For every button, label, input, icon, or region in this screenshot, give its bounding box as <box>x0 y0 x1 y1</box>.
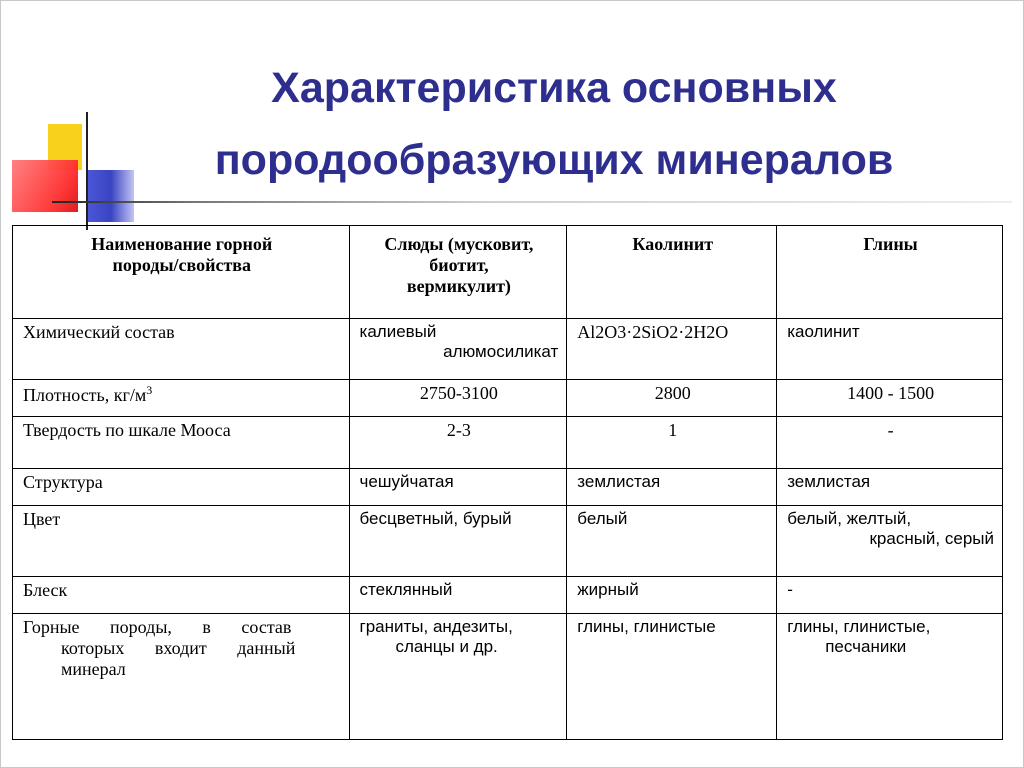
cell-rocks-mica-line-1: граниты, андезиты, <box>359 617 513 636</box>
slide-title-line-2: породообразующих минералов <box>214 136 894 184</box>
cell-color-clays-line-1: белый, желтый, <box>787 509 912 528</box>
header-mica-line-1: Слюды (мусковит, <box>384 234 534 254</box>
row-label-density-text: Плотность, кг/м <box>23 385 147 405</box>
cell-chem-mica-line-1: калиевый <box>359 322 437 341</box>
cell-color-clays-line-2: красный, серый <box>869 529 994 548</box>
cell-structure-clays: землистая <box>777 469 1003 506</box>
table-row <box>13 469 1003 506</box>
cell-rocks-clays-line-2: песчаники <box>825 637 907 656</box>
header-property-line-2: породы/свойства <box>112 255 252 275</box>
header-mica-line-2: биотит, <box>429 255 489 275</box>
decor-horizontal-line <box>52 201 1012 203</box>
cell-rocks-clays-line-1: глины, глинистые, <box>787 617 931 636</box>
row-label-rocks-line-3: минерал <box>61 659 126 679</box>
row-label-hardness: Твердость по шкале Мооса <box>13 417 350 469</box>
header-property-line-1: Наименование горной <box>91 234 273 254</box>
row-label-density-sup: 3 <box>146 383 153 397</box>
row-label-rocks-line-1-text: Горные породы, в состав <box>23 617 292 637</box>
cell-chem-mica <box>349 319 567 380</box>
table-header-row <box>13 226 1003 319</box>
table-row <box>13 319 1003 380</box>
cell-chem-kaolinite: Al2O3·2SiO2·2H2O <box>567 319 777 380</box>
header-mica <box>349 226 567 319</box>
row-label-rocks <box>13 614 350 740</box>
cell-chem-mica-line-2: алюмосиликат <box>443 342 559 361</box>
row-label-luster: Блеск <box>13 577 350 614</box>
cell-rocks-kaolinite: глины, глинистые <box>567 614 777 740</box>
row-label-chem: Химический состав <box>13 319 350 380</box>
table-row <box>13 577 1003 614</box>
table-row <box>13 506 1003 577</box>
header-clays: Глины <box>777 226 1003 319</box>
slide-title-line-1: Характеристика основных <box>271 64 837 112</box>
cell-structure-mica: чешуйчатая <box>349 469 567 506</box>
row-label-density <box>13 380 350 417</box>
cell-density-clays: 1400 - 1500 <box>777 380 1003 417</box>
cell-density-kaolinite: 2800 <box>567 380 777 417</box>
cell-rocks-clays <box>777 614 1003 740</box>
cell-color-kaolinite: белый <box>567 506 777 577</box>
decor-red-square <box>12 160 78 212</box>
cell-chem-clays: каолинит <box>777 319 1003 380</box>
cell-color-mica: бесцветный, бурый <box>349 506 567 577</box>
cell-luster-mica: стеклянный <box>349 577 567 614</box>
table-row <box>13 417 1003 469</box>
row-label-rocks-line-2: которых входит данный <box>61 638 296 658</box>
header-property <box>13 226 350 319</box>
cell-hardness-clays: - <box>777 417 1003 469</box>
cell-luster-clays: - <box>777 577 1003 614</box>
row-label-structure: Структура <box>13 469 350 506</box>
slide-title <box>84 52 1024 196</box>
header-mica-line-3: вермикулит) <box>406 276 511 296</box>
row-label-color: Цвет <box>13 506 350 577</box>
row-label-rocks-line-1 <box>23 617 341 638</box>
cell-color-clays <box>777 506 1003 577</box>
table-row <box>13 614 1003 740</box>
cell-hardness-mica: 2-3 <box>349 417 567 469</box>
cell-density-mica: 2750-3100 <box>349 380 567 417</box>
cell-rocks-mica-line-2: сланцы и др. <box>395 637 498 656</box>
cell-structure-kaolinite: землистая <box>567 469 777 506</box>
cell-hardness-kaolinite: 1 <box>567 417 777 469</box>
cell-rocks-mica <box>349 614 567 740</box>
header-kaolinite: Каолинит <box>567 226 777 319</box>
cell-luster-kaolinite: жирный <box>567 577 777 614</box>
table-row <box>13 380 1003 417</box>
minerals-table <box>12 225 1003 740</box>
